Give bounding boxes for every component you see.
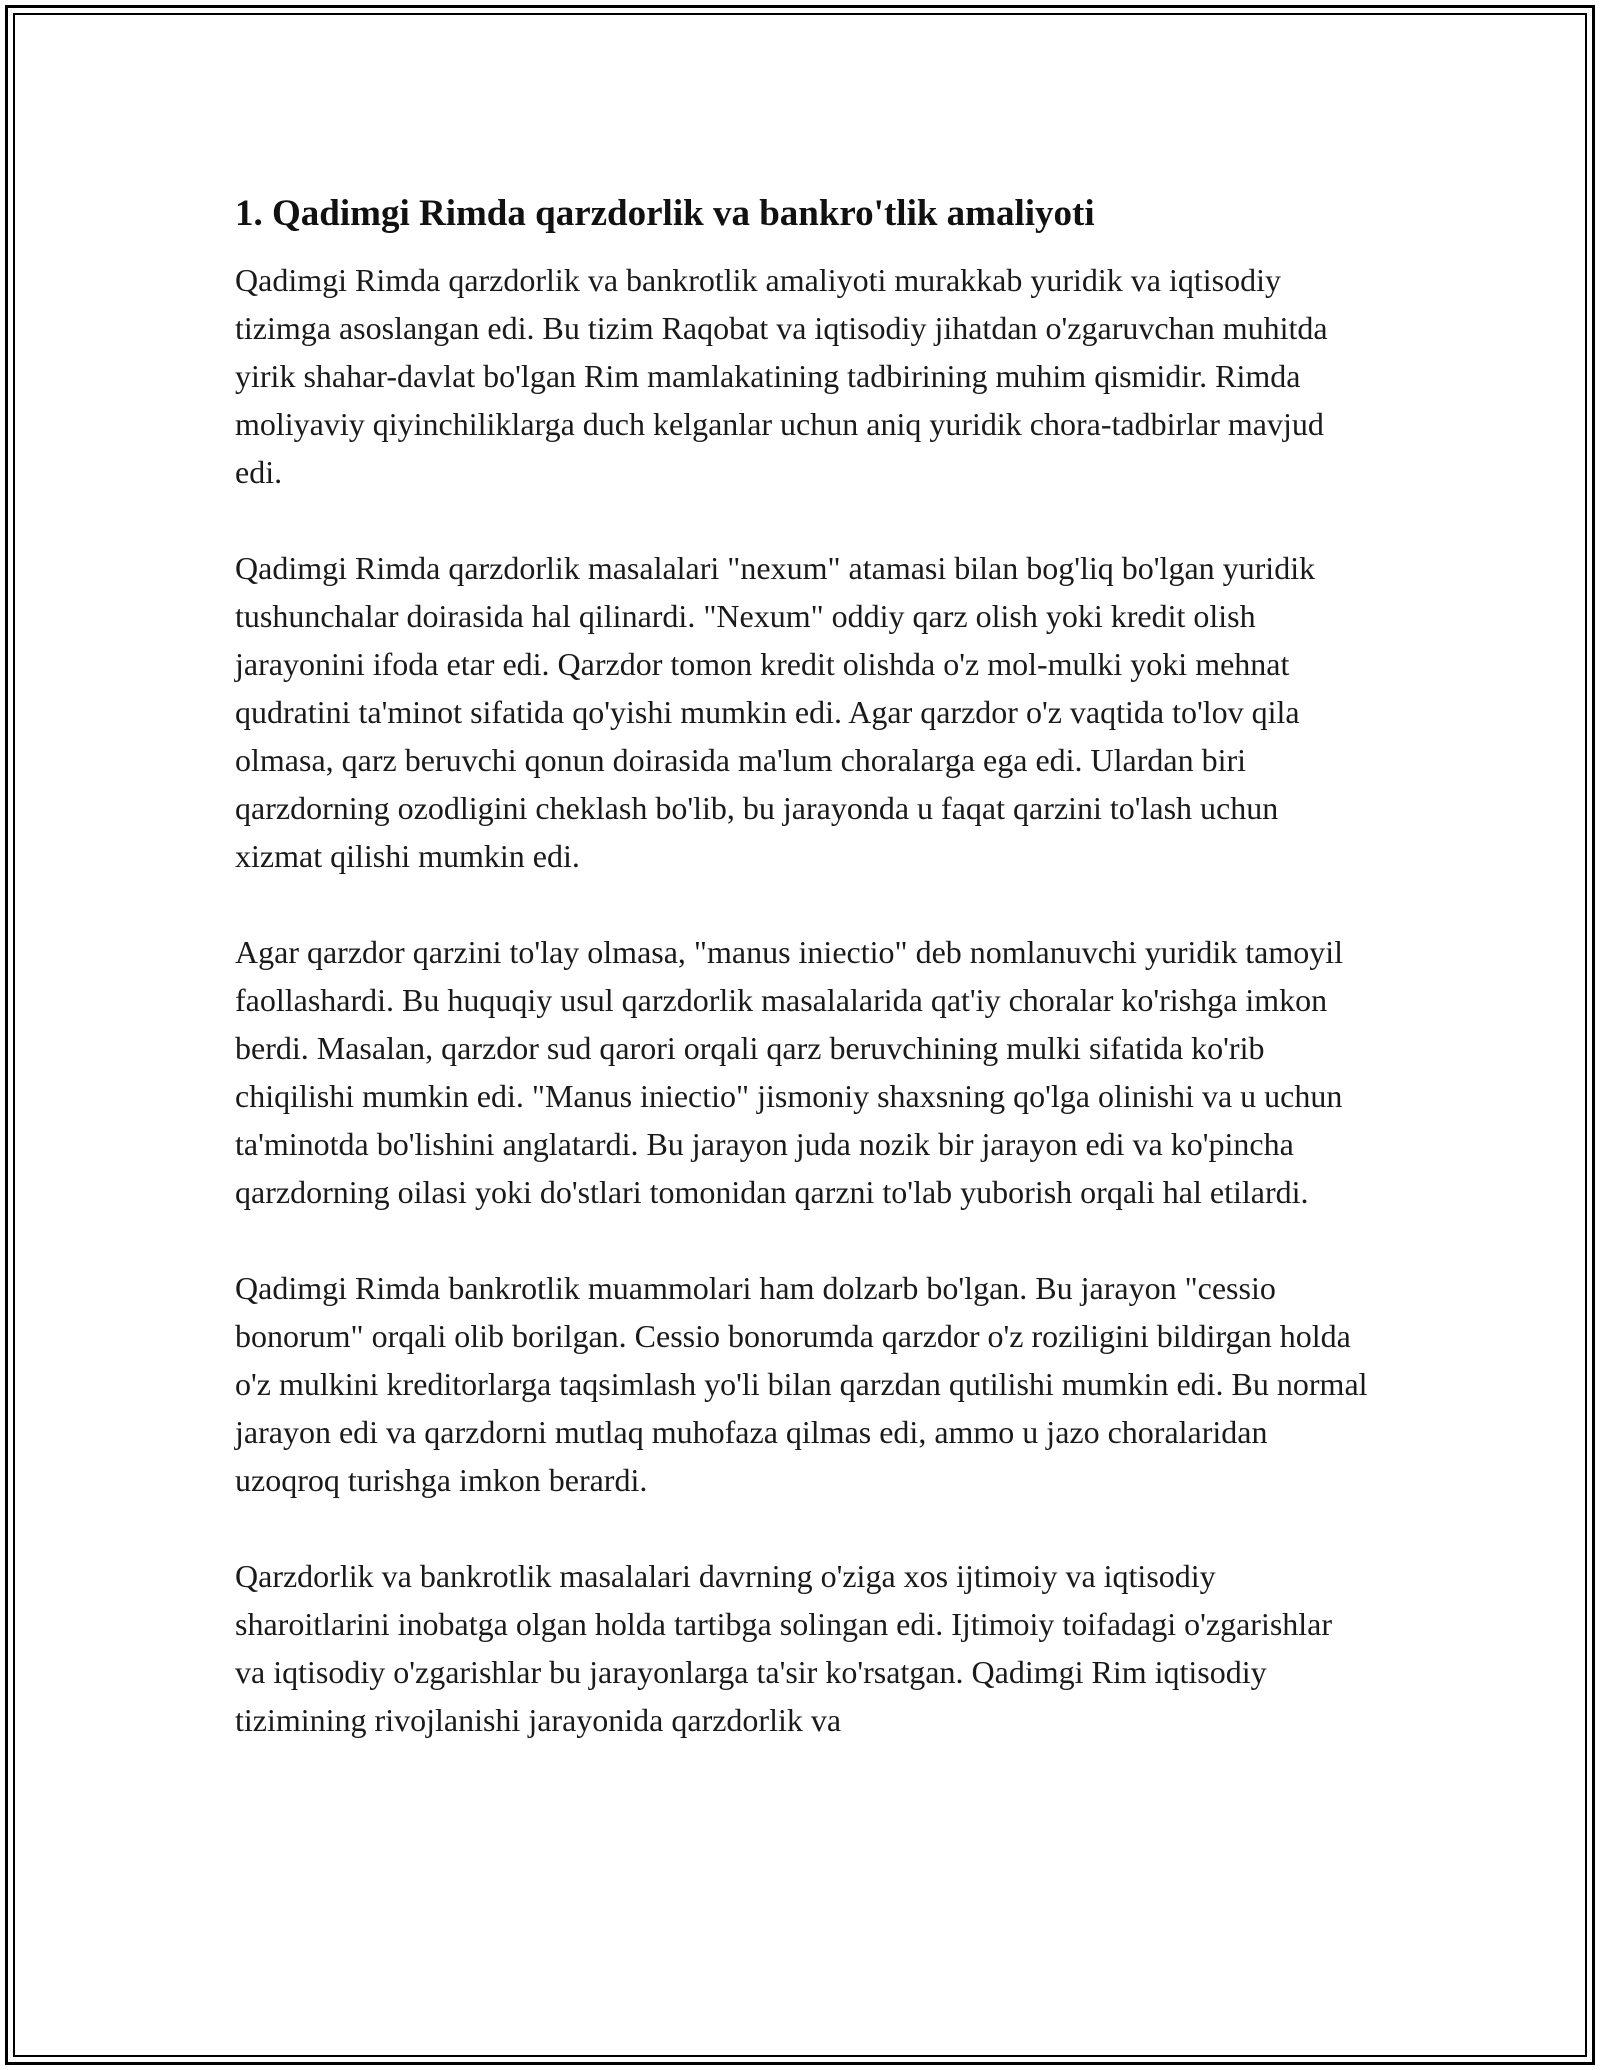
paragraph-5: Qarzdorlik va bankrotlik masalalari davrning o'ziga xos ijtimoiy va iqtisodiy sharoitlarini inobatga olgan holda tartibga solingan edi. Ijtimoiy toifadagi o'zgarishlar va iqtisodiy o'zgarishlar bu jarayonlarga ta'sir ko'rsatgan. Qadimgi Rim iqtisodiy tizimining rivojlanishi jarayonida qarzdorlik va [235,1558,1333,1738]
paragraph-3: Agar qarzdor qarzini to'lay olmasa, "manus iniectio" deb nomlanuvchi yuridik tamoyil faollashardi. Bu huquqiy usul qarzdorlik masalalarida qat'iy choralar ko'rishga imkon berdi. Masalan, qarzdor sud qarori orqali qarz beruvchining mulki sifatida ko'rib chiqilishi mumkin edi. "Manus iniectio" jismoniy shaxsning qo'lga olinishi va u uchun ta'minotda bo'lishini anglatardi. Bu jarayon juda nozik bir jarayon edi va ko'pincha qarzdorning oilasi yoki do'stlari tomonidan qarzni to'lab yuborish orqali hal etilardi. [235,934,1344,1210]
section-heading: 1. Qadimgi Rimda qarzdorlik va bankro'tlik amaliyoti [235,193,1095,234]
paragraph-1: Qadimgi Rimda qarzdorlik va bankrotlik amaliyoti murakkab yuridik va iqtisodiy tizimga asoslangan edi. Bu tizim Raqobat va iqtisodiy jihatdan o'zgaruvchan muhitda yirik shahar-davlat bo'lgan Rim mamlakatining tadbirining muhim qismidir. Rimda moliyaviy qiyinchiliklarga duch kelganlar uchun aniq yuridik chora-tadbirlar mavjud edi. [235,262,1328,490]
document-body [235,184,1370,1744]
paragraph-4: Qadimgi Rimda bankrotlik muammolari ham dolzarb bo'lgan. Bu jarayon "cessio bonorum" orqali olib borilgan. Cessio bonorumda qarzdor o'z roziligini bildirgan holda o'z mulkini kreditorlarga taqsimlash yo'li bilan qarzdan qutilishi mumkin edi. Bu normal jarayon edi va qarzdorni mutlaq muhofaza qilmas edi, ammo u jazo choralaridan uzoqroq turishga imkon berardi. [235,1270,1368,1498]
paragraph-2: Qadimgi Rimda qarzdorlik masalalari "nexum" atamasi bilan bog'liq bo'lgan yuridik tushunchalar doirasida hal qilinardi. "Nexum" oddiy qarz olish yoki kredit olish jarayonini ifoda etar edi. Qarzdor tomon kredit olishda o'z mol-mulki yoki mehnat qudratini ta'minot sifatida qo'yishi mumkin edi. Agar qarzdor o'z vaqtida to'lov qila olmasa, qarz beruvchi qonun doirasida ma'lum choralarga ega edi. Ulardan biri qarzdorning ozodligini cheklash bo'lib, bu jarayonda u faqat qarzini to'lash uchun xizmat qilishi mumkin edi. [235,550,1316,874]
